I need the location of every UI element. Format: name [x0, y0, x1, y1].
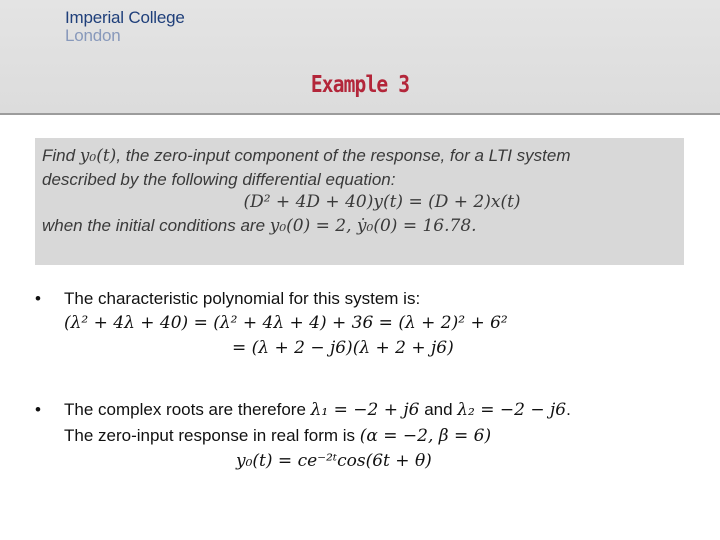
problem-line-2: described by the following differential equation:	[42, 170, 396, 189]
bullet-1-text: The characteristic polynomial for this system is:	[64, 289, 421, 308]
problem-line-4a: when the initial conditions are	[42, 216, 270, 235]
problem-statement-box	[35, 138, 684, 265]
initial-conditions: y₀(0) = 2, ẏ₀(0) = 16.78.	[269, 216, 477, 236]
polynomial-equation-2: = (λ + 2 − j6)(λ + 2 + j6)	[232, 338, 454, 358]
logo-line-2: London	[65, 26, 121, 45]
problem-line-1-math: y₀(t)	[79, 146, 117, 166]
bullet-dot: •	[35, 400, 41, 419]
problem-line-1a: Find	[42, 146, 80, 165]
alpha-beta-values: (α = −2, β = 6)	[359, 426, 492, 446]
bullet-2-text-c: .	[566, 400, 571, 419]
bullet-dot: •	[35, 289, 41, 308]
problem-text	[42, 144, 682, 238]
root-2: λ₂ = −2 − j6	[457, 400, 567, 420]
bullet-2-text-a: The complex roots are therefore	[64, 400, 311, 419]
polynomial-equation-1: (λ² + 4λ + 40) = (λ² + 4λ + 4) + 36 = (λ + 2)² + 6²	[64, 313, 508, 333]
logo-line-1: Imperial College	[65, 8, 185, 27]
bullet-2-text-b: and	[419, 400, 458, 419]
bullet-2-line-2: The zero-input response in real form is	[64, 426, 360, 445]
problem-line-1b: , the zero-input component of the response, for a LTI system	[116, 146, 571, 165]
zero-input-response-equation: y₀(t) = ce⁻²ᵗcos(6t + θ)	[236, 451, 432, 471]
bullet-characteristic-polynomial	[35, 286, 675, 361]
differential-equation: (D² + 4D + 40)y(t) = (D + 2)x(t)	[243, 192, 521, 212]
bullet-complex-roots	[35, 397, 675, 474]
slide-header	[0, 0, 720, 115]
slide-title: Example 3	[310, 72, 410, 98]
imperial-college-logo	[65, 9, 185, 45]
root-1: λ₁ = −2 + j6	[310, 400, 420, 420]
